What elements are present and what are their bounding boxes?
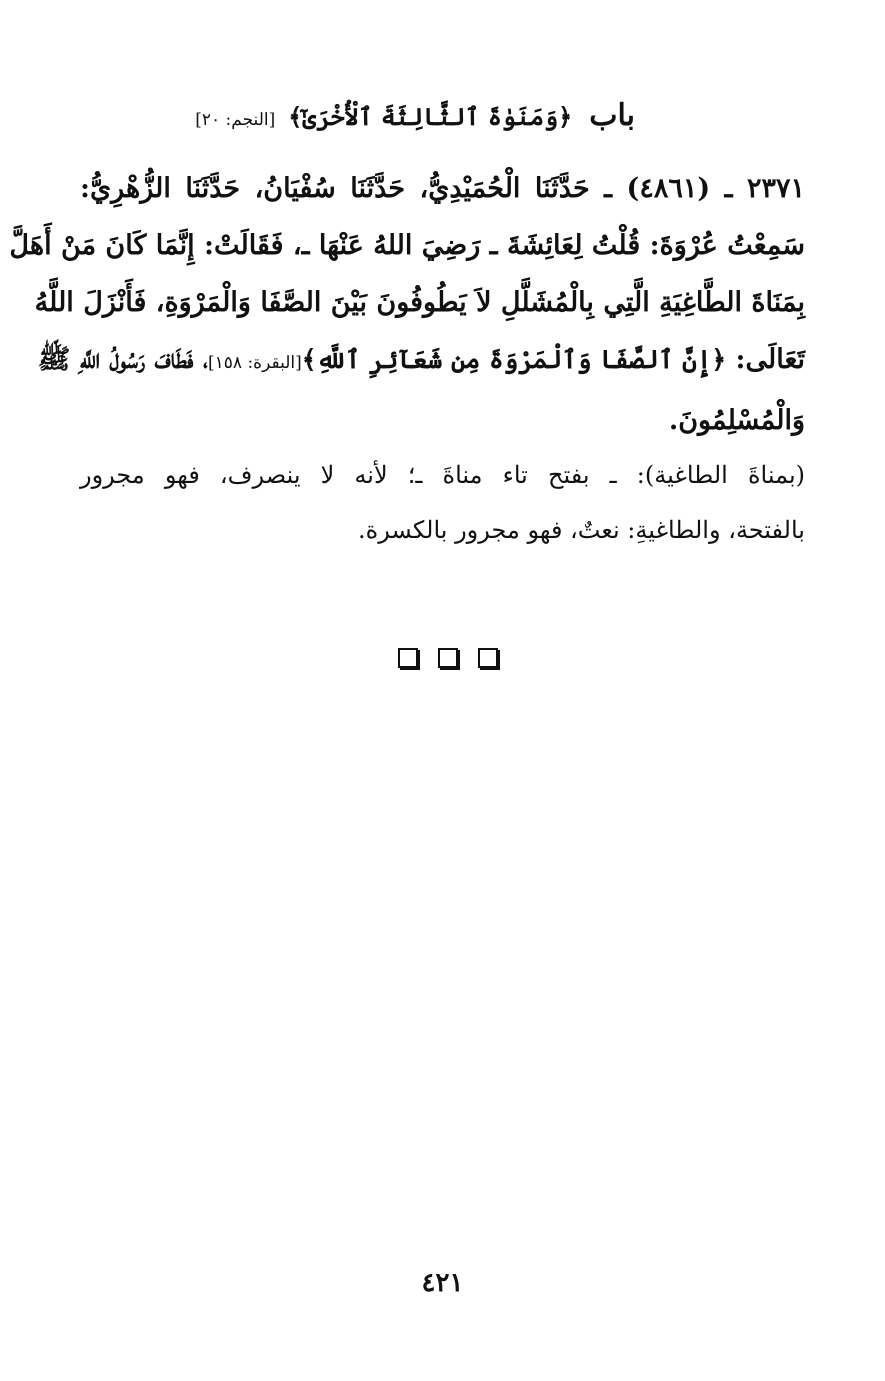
explanatory-note <box>80 448 805 558</box>
hadith-line-2: سَمِعْتُ عُرْوَةَ: قُلْتُ لِعَائِشَةَ ـ رَضِيَ اللهُ عَنْهَا ـ، فَقَالَتْ: إِنَّمَا كَانَ مَنْ أَهَلَّ <box>9 230 805 261</box>
separator-square-icon <box>478 648 498 668</box>
note-line-1: (بمناةَ الطاغية): ـ بفتح تاء مناةَ ـ؛ لأنه لا ينصرف، فهو مجرور <box>80 461 805 489</box>
hadith-line-4-start: تَعَالَى: <box>735 344 805 375</box>
hadith-quote-reference: [البقرة: ١٥٨] <box>208 353 302 373</box>
separator-square-icon <box>438 648 458 668</box>
page-number: ٤٢١ <box>421 1268 464 1298</box>
chapter-heading <box>195 96 635 140</box>
hadith-line-5: وَالْمُسْلِمُونَ. <box>668 405 805 436</box>
separator-square-icon <box>398 648 418 668</box>
hadith-line-4 <box>37 331 805 392</box>
hadith-line-1: ٢٣٧١ ـ (٤٨٦١) ـ حَدَّثَنَا الْحُمَيْدِيُّ، حَدَّثَنَا سُفْيَانُ، حَدَّثَنَا الزُّهْرِيُّ: <box>80 173 805 204</box>
note-line-2: بالفتحة، والطاغيةِ: نعتٌ، فهو مجرور بالكسرة. <box>358 516 805 544</box>
chapter-quran-verse: ﴿وَمَنَوٰةَ ٱلثَّالِثَةَ ٱلْأُخْرَىٰٓ﴾ <box>288 102 573 131</box>
hadith-quran-quote: ﴿إِنَّ ٱلصَّفَا وَٱلْمَرْوَةَ مِن شَعَآئِرِ ٱللَّهِ﴾ <box>301 345 727 374</box>
chapter-verse-reference: [النجم: ٢٠] <box>195 110 276 130</box>
chapter-bab-word: باب <box>589 98 635 133</box>
hadith-text <box>9 160 805 449</box>
hadith-line-4-end: ، فَطَافَ رَسُولُ اللَّهِ ﷺ <box>37 344 208 375</box>
hadith-line-3: بِمَنَاةَ الطَّاغِيَةِ الَّتِي بِالْمُشَلَّلِ لاَ يَطُوفُونَ بَيْنَ الصَّفَا وَالْمَرْوَةِ، فَأَنْزَلَ اللَّهُ <box>34 287 805 318</box>
section-separator <box>398 648 498 668</box>
